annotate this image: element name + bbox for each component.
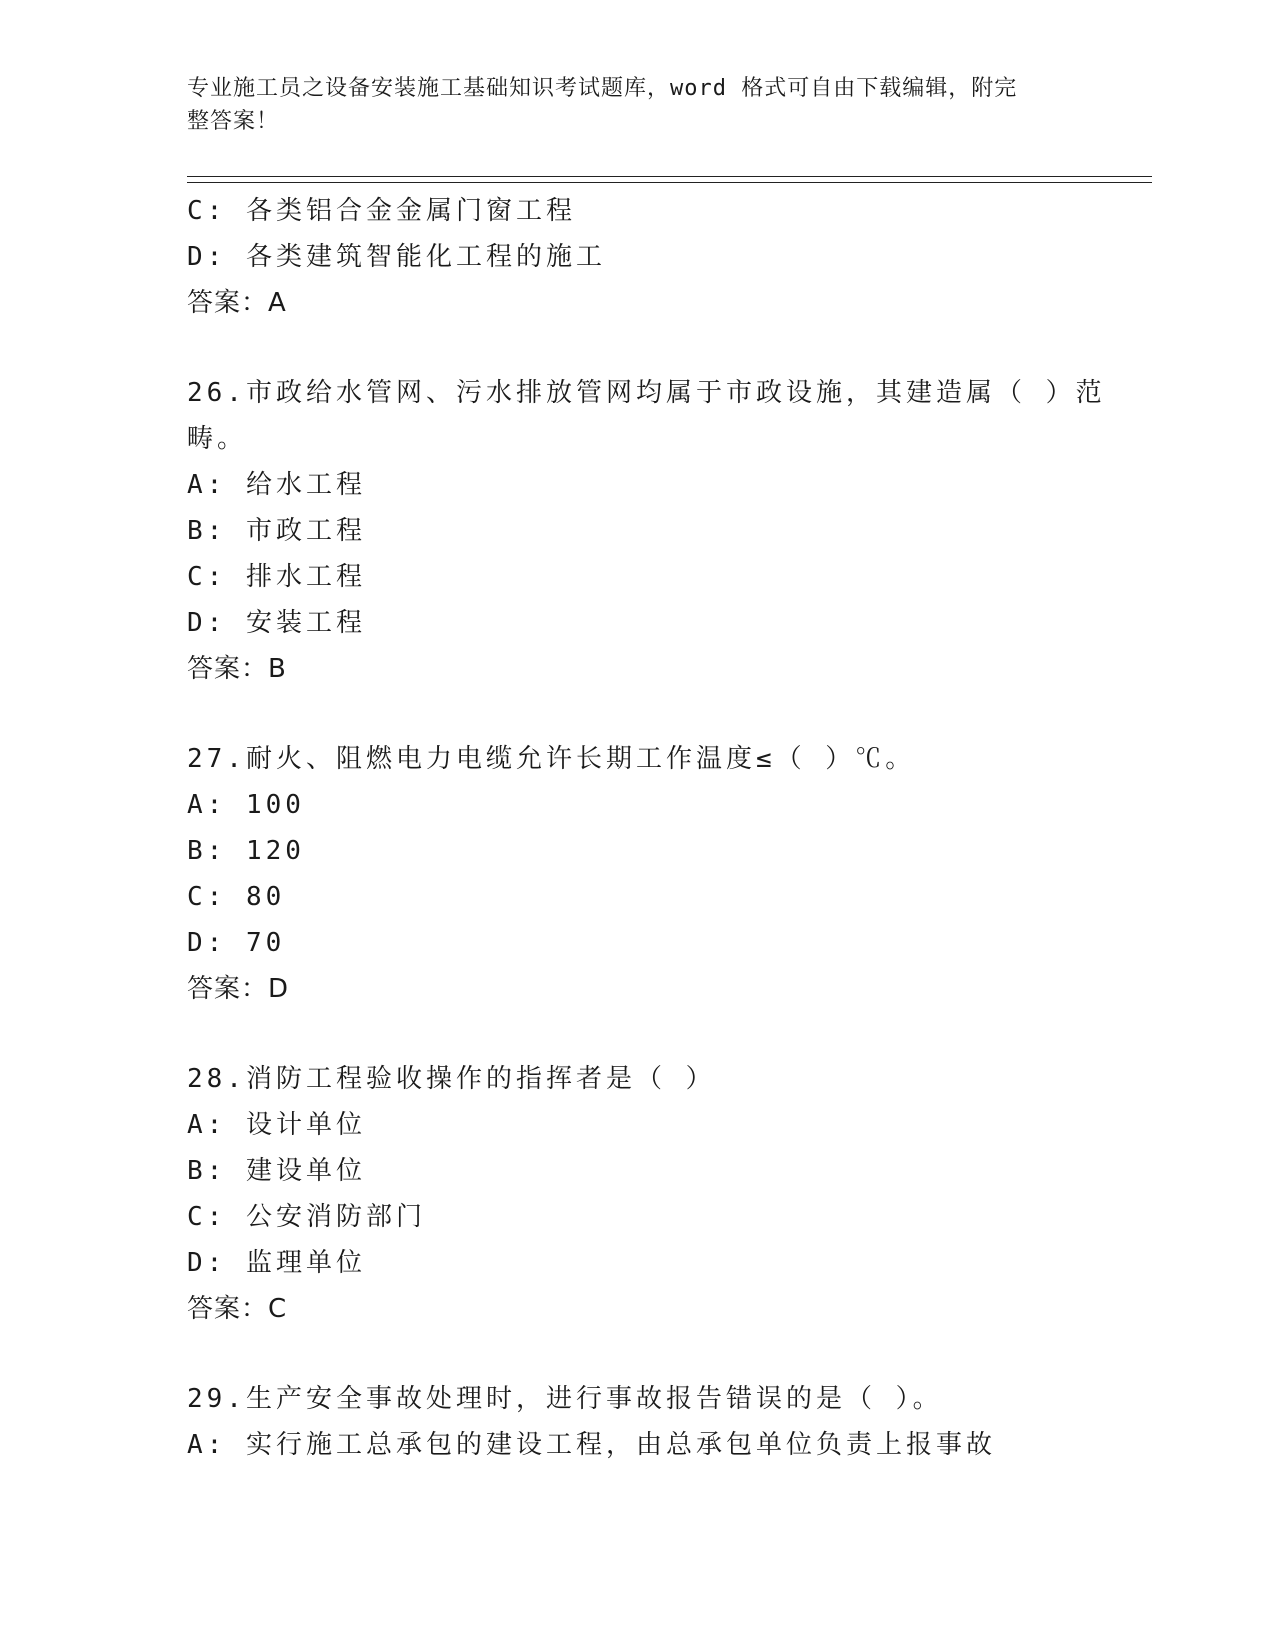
answer-label: 答案：	[187, 288, 269, 318]
question-27	[187, 736, 1087, 1012]
option-a: A: 100	[187, 790, 305, 820]
option-c: C: 公安消防部门	[187, 1202, 426, 1232]
option-b: B: 市政工程	[187, 516, 366, 546]
option-d: D: 各类建筑智能化工程的施工	[187, 242, 606, 272]
option-b: B: 120	[187, 836, 305, 866]
answer-value: B	[268, 654, 287, 684]
question-stem: 26.市政给水管网、污水排放管网均属于市政设施，其建造属（ ）范	[187, 378, 1106, 408]
question-stem-continued: 畴。	[187, 424, 248, 454]
answer-line	[187, 646, 1087, 692]
header-line-2: 整答案！	[187, 109, 280, 134]
question-stem: 28.消防工程验收操作的指挥者是（ ）	[187, 1064, 716, 1094]
option-a: A: 实行施工总承包的建设工程，由总承包单位负责上报事故	[187, 1430, 996, 1460]
question-list	[187, 188, 1106, 1468]
question-stem: 29.生产安全事故处理时，进行事故报告错误的是（ ）。	[187, 1384, 943, 1414]
answer-line	[187, 1286, 1087, 1332]
option-d: D: 监理单位	[187, 1248, 366, 1278]
option-c: C: 各类铝合金金属门窗工程	[187, 196, 576, 226]
page-header	[187, 72, 1067, 138]
answer-value: A	[268, 288, 287, 318]
question-25	[187, 188, 1087, 326]
header-line-1: 专业施工员之设备安装施工基础知识考试题库，word 格式可自由下载编辑，附完	[187, 76, 1018, 101]
answer-line	[187, 966, 1087, 1012]
option-b: B: 建设单位	[187, 1156, 366, 1186]
question-stem: 27.耐火、阻燃电力电缆允许长期工作温度≤（ ）℃。	[187, 744, 916, 774]
option-a: A: 设计单位	[187, 1110, 366, 1140]
question-29	[187, 1376, 1087, 1468]
option-c: C: 80	[187, 882, 286, 912]
answer-label: 答案：	[187, 1294, 269, 1324]
option-c: C: 排水工程	[187, 562, 366, 592]
header-divider	[187, 176, 1152, 183]
option-a: A: 给水工程	[187, 470, 366, 500]
answer-label: 答案：	[187, 974, 269, 1004]
option-d: D: 安装工程	[187, 608, 366, 638]
option-d: D: 70	[187, 928, 286, 958]
answer-line	[187, 280, 1087, 326]
question-26	[187, 370, 1106, 692]
question-28	[187, 1056, 1087, 1332]
answer-value: D	[268, 974, 290, 1004]
answer-label: 答案：	[187, 654, 269, 684]
answer-value: C	[268, 1294, 288, 1324]
